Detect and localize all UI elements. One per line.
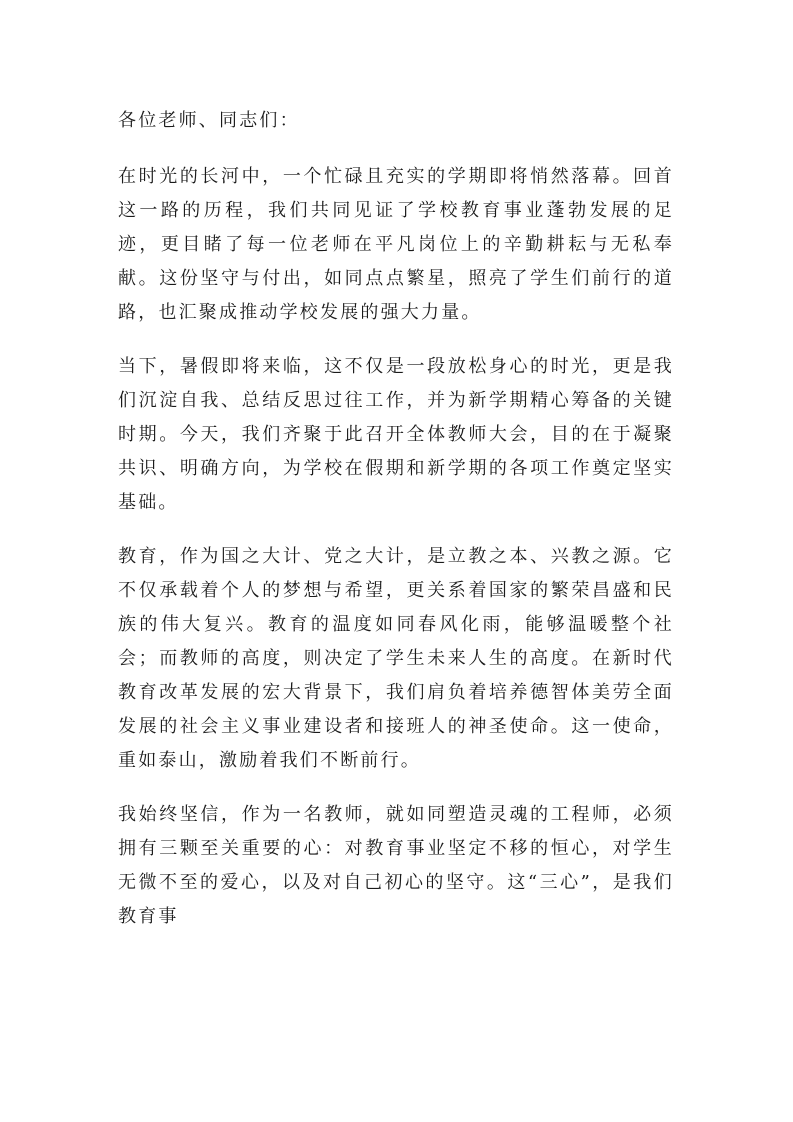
greeting: 各位老师、同志们： (118, 110, 300, 131)
document-page (118, 104, 674, 954)
paragraph-education-mission: 教育，作为国之大计、党之大计，是立教之本、兴教之源。它不仅承载着个人的梦想与希望，更关系着国家的繁荣昌盛和民族的伟大复兴。教育的温度如同春风化雨，能够温暖整个社会；而教师的高度，则决定了学生未来人生的高度。在新时代教育改革发展的宏大背景下，我们肩负着培养德智体美劳全面发展的社会主义事业建设者和接班人的神圣使命。这一使命，重如泰山，激励着我们不断前行。 (118, 546, 674, 771)
paragraph-three-hearts: 我始终坚信，作为一名教师，就如同塑造灵魂的工程师，必须拥有三颗至关重要的心：对教育事业坚定不移的恒心，对学生无微不至的爱心，以及对自己初心的坚守。这“三心”，是我们教育事 (118, 804, 674, 927)
paragraph-summer-meeting: 当下，暑假即将来临，这不仅是一段放松身心的时光，更是我们沉淀自我、总结反思过往工作，并为新学期精心筹备的关键时期。今天，我们齐聚于此召开全体教师大会，目的在于凝聚共识、明确方向，为学校在假期和新学期的各项工作奠定坚实基础。 (118, 356, 674, 513)
paragraph-semester-review: 在时光的长河中，一个忙碌且充实的学期即将悄然落幕。回首这一路的历程，我们共同见证了学校教育事业蓬勃发展的足迹，更目睹了每一位老师在平凡岗位上的辛勤耕耘与无私奉献。这份坚守与付出，如同点点繁星，照亮了学生们前行的道路，也汇聚成推动学校发展的强大力量。 (118, 166, 674, 323)
